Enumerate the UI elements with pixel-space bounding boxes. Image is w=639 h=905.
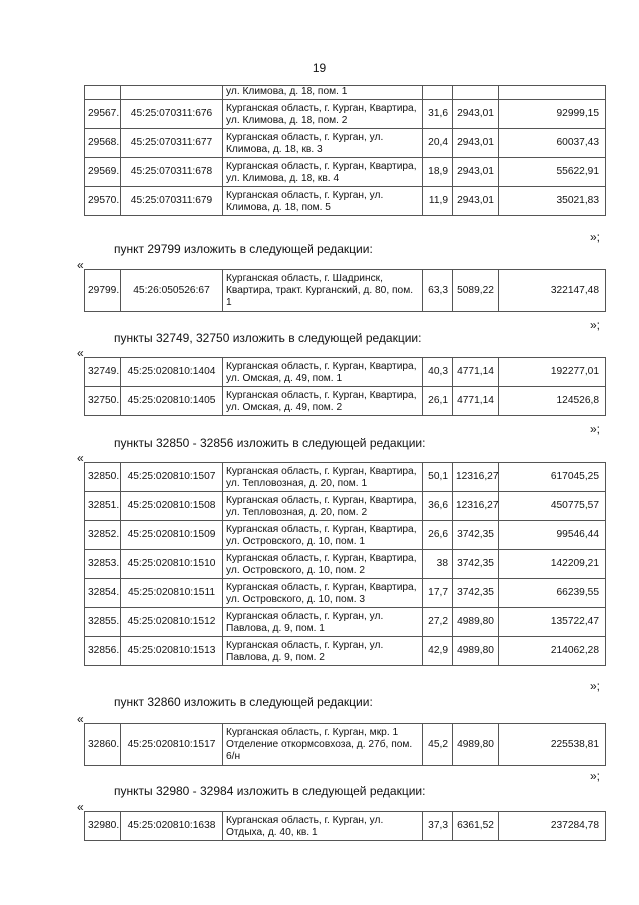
address: Курганская область, г. Курган, Квартира, ул. Островского, д. 10, пом. 2 xyxy=(223,550,423,579)
cadastral-value: 237284,78 xyxy=(499,812,606,841)
address: Курганская область, г. Курган, ул. Павлова, д. 9, пом. 2 xyxy=(223,637,423,666)
amendment-instruction: пункт 32860 изложить в следующей редакции: xyxy=(114,695,373,709)
item-number: 29568. xyxy=(85,129,121,158)
cadastral-value: 35021,83 xyxy=(499,187,606,216)
item-number: 32853. xyxy=(85,550,121,579)
address: Курганская область, г. Курган, ул. Климова, д. 18, кв. 3 xyxy=(223,129,423,158)
address: Курганская область, г. Курган, Квартира, ул. Климова, д. 18, кв. 4 xyxy=(223,158,423,187)
unit-value: 12316,27 xyxy=(453,492,499,521)
table-row xyxy=(85,129,606,158)
item-number: 32980. xyxy=(85,812,121,841)
cadastral-value: 92999,15 xyxy=(499,100,606,129)
table-row xyxy=(85,724,606,766)
table-row xyxy=(85,550,606,579)
address: Курганская область, г. Курган, Квартира, ул. Тепловозная, д. 20, пом. 2 xyxy=(223,492,423,521)
item-number: 32860. xyxy=(85,724,121,766)
cadastral-number: 45:26:050526:67 xyxy=(121,270,223,312)
closing-quote: »; xyxy=(590,422,601,436)
area: 37,3 xyxy=(423,812,453,841)
cadastral-value: 135722,47 xyxy=(499,608,606,637)
unit-value: 4771,14 xyxy=(453,358,499,387)
opening-quote: « xyxy=(77,800,84,814)
cadastral-number: 45:25:020810:1510 xyxy=(121,550,223,579)
amendment-instruction: пункты 32980 - 32984 изложить в следующей редакции: xyxy=(114,784,426,798)
cadastral-value: 142209,21 xyxy=(499,550,606,579)
cadastral-value: 124526,8 xyxy=(499,387,606,416)
table-row xyxy=(85,387,606,416)
unit-value: 6361,52 xyxy=(453,812,499,841)
area: 38 xyxy=(423,550,453,579)
area: 17,7 xyxy=(423,579,453,608)
address: Курганская область, г. Курган, ул. Павлова, д. 9, пом. 1 xyxy=(223,608,423,637)
area: 42,9 xyxy=(423,637,453,666)
item-number: 29567. xyxy=(85,100,121,129)
table-block-4 xyxy=(84,462,606,666)
table-block-5 xyxy=(84,723,606,766)
cadastral-number: 45:25:020810:1507 xyxy=(121,463,223,492)
item-number: 32855. xyxy=(85,608,121,637)
table-row xyxy=(85,158,606,187)
cadastral-value xyxy=(499,86,606,100)
area: 27,2 xyxy=(423,608,453,637)
address: Курганская область, г. Курган, Квартира, ул. Климова, д. 18, пом. 2 xyxy=(223,100,423,129)
table-row xyxy=(85,579,606,608)
table-row xyxy=(85,463,606,492)
amendment-instruction: пункт 29799 изложить в следующей редакции: xyxy=(114,242,373,256)
address: ул. Климова, д. 18, пом. 1 xyxy=(223,86,423,100)
cadastral-value: 60037,43 xyxy=(499,129,606,158)
item-number: 32856. xyxy=(85,637,121,666)
table-row xyxy=(85,608,606,637)
address: Курганская область, г. Курган, Квартира, ул. Омская, д. 49, пом. 1 xyxy=(223,358,423,387)
area: 26,6 xyxy=(423,521,453,550)
unit-value: 5089,22 xyxy=(453,270,499,312)
cadastral-number: 45:25:020810:1517 xyxy=(121,724,223,766)
unit-value: 3742,35 xyxy=(453,521,499,550)
area: 36,6 xyxy=(423,492,453,521)
item-number: 32854. xyxy=(85,579,121,608)
area: 45,2 xyxy=(423,724,453,766)
table-row xyxy=(85,521,606,550)
area: 20,4 xyxy=(423,129,453,158)
cadastral-number xyxy=(121,86,223,100)
item-number: 32852. xyxy=(85,521,121,550)
cadastral-value: 99546,44 xyxy=(499,521,606,550)
table-block-1 xyxy=(84,85,606,216)
opening-quote: « xyxy=(77,712,84,726)
area: 18,9 xyxy=(423,158,453,187)
cadastral-number: 45:25:070311:677 xyxy=(121,129,223,158)
area: 63,3 xyxy=(423,270,453,312)
area: 31,6 xyxy=(423,100,453,129)
area: 11,9 xyxy=(423,187,453,216)
cadastral-number: 45:25:020810:1404 xyxy=(121,358,223,387)
cadastral-value: 322147,48 xyxy=(499,270,606,312)
address: Курганская область, г. Курган, Квартира, ул. Тепловозная, д. 20, пом. 1 xyxy=(223,463,423,492)
cadastral-number: 45:25:070311:678 xyxy=(121,158,223,187)
cadastral-value: 66239,55 xyxy=(499,579,606,608)
unit-value: 4989,80 xyxy=(453,637,499,666)
unit-value: 4771,14 xyxy=(453,387,499,416)
table-row xyxy=(85,100,606,129)
unit-value: 12316,27 xyxy=(453,463,499,492)
unit-value: 4989,80 xyxy=(453,724,499,766)
cadastral-number: 45:25:070311:676 xyxy=(121,100,223,129)
unit-value: 4989,80 xyxy=(453,608,499,637)
amendment-instruction: пункты 32749, 32750 изложить в следующей редакции: xyxy=(114,331,422,345)
cadastral-number: 45:25:020810:1638 xyxy=(121,812,223,841)
closing-quote: »; xyxy=(590,769,601,783)
unit-value: 2943,01 xyxy=(453,129,499,158)
table-row xyxy=(85,492,606,521)
address: Курганская область, г. Курган, Квартира, ул. Островского, д. 10, пом. 1 xyxy=(223,521,423,550)
cadastral-value: 214062,28 xyxy=(499,637,606,666)
page-number: 19 xyxy=(312,61,327,75)
table-row xyxy=(85,358,606,387)
cadastral-number: 45:25:020810:1405 xyxy=(121,387,223,416)
item-number xyxy=(85,86,121,100)
address: Курганская область, г. Курган, мкр. 1 Отделение откормсовхоза, д. 27б, пом. 6/н xyxy=(223,724,423,766)
cadastral-number: 45:25:070311:679 xyxy=(121,187,223,216)
cadastral-value: 225538,81 xyxy=(499,724,606,766)
item-number: 32750. xyxy=(85,387,121,416)
amendment-instruction: пункты 32850 - 32856 изложить в следующей редакции: xyxy=(114,436,426,450)
unit-value: 2943,01 xyxy=(453,100,499,129)
address: Курганская область, г. Курган, Квартира, ул. Островского, д. 10, пом. 3 xyxy=(223,579,423,608)
cadastral-value: 192277,01 xyxy=(499,358,606,387)
table-block-2 xyxy=(84,269,606,312)
item-number: 32850. xyxy=(85,463,121,492)
cadastral-number: 45:25:020810:1508 xyxy=(121,492,223,521)
unit-value xyxy=(453,86,499,100)
closing-quote: »; xyxy=(590,230,601,244)
table-block-3 xyxy=(84,357,606,416)
address: Курганская область, г. Курган, ул. Отдыха, д. 40, кв. 1 xyxy=(223,812,423,841)
closing-quote: »; xyxy=(590,318,601,332)
unit-value: 3742,35 xyxy=(453,550,499,579)
table-row xyxy=(85,270,606,312)
closing-quote: »; xyxy=(590,679,601,693)
item-number: 32851. xyxy=(85,492,121,521)
table-row xyxy=(85,637,606,666)
item-number: 29569. xyxy=(85,158,121,187)
opening-quote: « xyxy=(77,451,84,465)
cadastral-value: 617045,25 xyxy=(499,463,606,492)
unit-value: 2943,01 xyxy=(453,158,499,187)
cadastral-number: 45:25:020810:1509 xyxy=(121,521,223,550)
opening-quote: « xyxy=(77,258,84,272)
cadastral-number: 45:25:020810:1512 xyxy=(121,608,223,637)
cadastral-value: 55622,91 xyxy=(499,158,606,187)
table-row xyxy=(85,86,606,100)
area: 40,3 xyxy=(423,358,453,387)
unit-value: 2943,01 xyxy=(453,187,499,216)
area xyxy=(423,86,453,100)
table-row xyxy=(85,812,606,841)
cadastral-value: 450775,57 xyxy=(499,492,606,521)
table-block-6 xyxy=(84,811,606,841)
address: Курганская область, г. Курган, ул. Климова, д. 18, пом. 5 xyxy=(223,187,423,216)
area: 50,1 xyxy=(423,463,453,492)
unit-value: 3742,35 xyxy=(453,579,499,608)
address: Курганская область, г. Курган, Квартира, ул. Омская, д. 49, пом. 2 xyxy=(223,387,423,416)
item-number: 29799. xyxy=(85,270,121,312)
cadastral-number: 45:25:020810:1513 xyxy=(121,637,223,666)
cadastral-number: 45:25:020810:1511 xyxy=(121,579,223,608)
table-row xyxy=(85,187,606,216)
opening-quote: « xyxy=(77,346,84,360)
item-number: 29570. xyxy=(85,187,121,216)
area: 26,1 xyxy=(423,387,453,416)
address: Курганская область, г. Шадринск, Квартира, тракт. Курганский, д. 80, пом. 1 xyxy=(223,270,423,312)
item-number: 32749. xyxy=(85,358,121,387)
